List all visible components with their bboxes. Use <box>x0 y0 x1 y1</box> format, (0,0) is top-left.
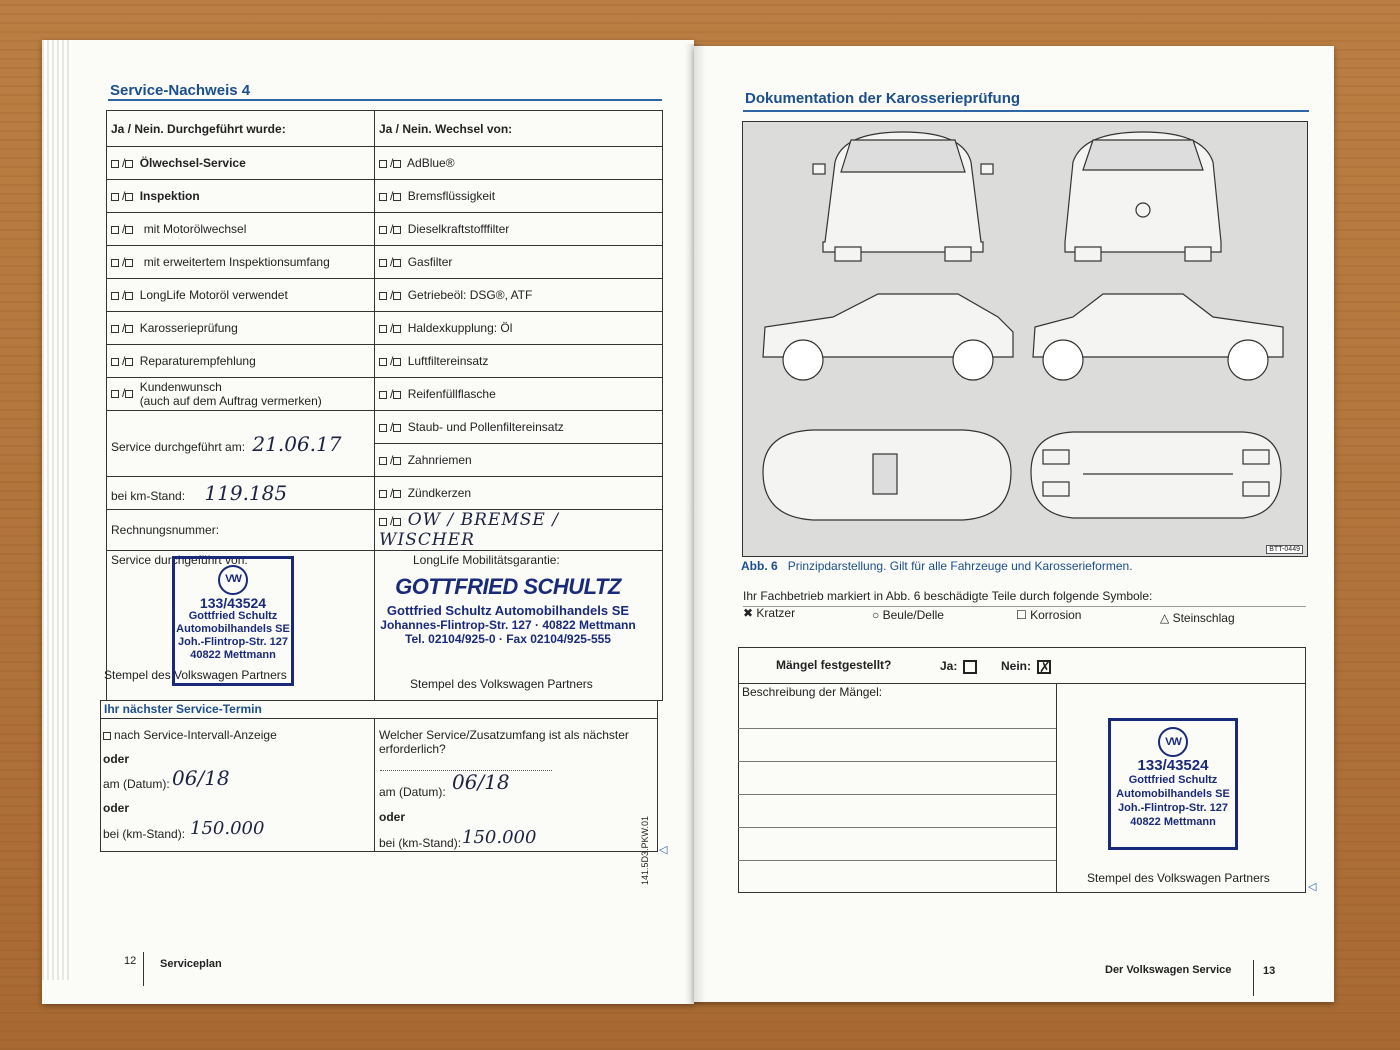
checkbox[interactable] <box>393 160 401 168</box>
arrow-icon: ◁ <box>659 844 668 856</box>
symbol-beule: ○ Beule/Delle <box>872 608 944 622</box>
right-item-getriebeoel[interactable]: / Getriebeöl: DSG®, ATF <box>375 279 663 312</box>
next-service-question: Welcher Service/Zusatzumfang ist als nächster erforderlich? <box>379 728 629 756</box>
right-item-haldex[interactable]: / Haldexkupplung: Öl <box>375 312 663 345</box>
car-views-svg <box>743 122 1307 556</box>
ja-checkbox[interactable] <box>963 660 977 674</box>
service-date-cell[interactable]: Service durchgeführt am: 21.06.17 <box>107 411 375 477</box>
stamp-label-left: Stempel des Volkswagen Partners <box>104 668 287 682</box>
right-item-adblue[interactable]: / AdBlue® <box>375 147 663 180</box>
left-item-inspektion[interactable]: / Inspektion <box>107 180 375 213</box>
partner-stamp: GOTTFRIED SCHULTZ Gottfried Schultz Automobilhandels SE Johannes-Flintrop-Str. 127 · 40822 Mettmann Tel. 02104/925-0 · Fax 02104/925-555 <box>380 574 636 646</box>
performed-by-cell: Service durchgeführt von: <box>107 551 375 701</box>
left-item-karosserie[interactable]: / Karosserieprüfung <box>107 312 375 345</box>
ja-label: Ja: <box>940 659 958 673</box>
next-service-interval[interactable]: nach Service-Intervall-Anzeige <box>103 728 277 742</box>
vw-logo-icon <box>218 565 248 595</box>
vw-dealer-stamp-right: VW 133/43524 Gottfried Schultz Automobilhandels SE Joh.-Flintrop-Str. 127 40822 Mettmann <box>1108 718 1238 850</box>
right-item-dieselfilter[interactable]: / Dieselkraftstofffilter <box>375 213 663 246</box>
footer-right: Der Volkswagen Service <box>1105 964 1232 976</box>
left-item-kundenwunsch[interactable]: / Kundenwunsch (auch auf dem Auftrag vermerken) <box>107 378 375 411</box>
car-diagram <box>742 121 1308 557</box>
next-service-title: Ihr nächster Service-Termin <box>104 702 262 716</box>
next-date-label: am (Datum): <box>103 777 170 791</box>
vw-logo-icon <box>1158 727 1188 757</box>
car-underside-view <box>1031 432 1281 518</box>
right-item-zahnriemen[interactable]: / Zahnriemen <box>375 444 663 477</box>
next-km-value: 150.000 <box>190 818 265 839</box>
left-item-erweitert[interactable]: / mit erweitertem Inspektionsumfang <box>107 246 375 279</box>
symbol-kratzer: ✖ Kratzer <box>743 606 796 620</box>
nein-checkbox[interactable]: ✗ <box>1039 659 1051 675</box>
left-item-reparatur[interactable]: / Reparaturempfehlung <box>107 345 375 378</box>
col-left-header: Ja / Nein. Durchgeführt wurde: <box>107 111 375 147</box>
invoice-cell[interactable]: Rechnungsnummer: <box>107 510 375 551</box>
title-rule-right <box>743 110 1309 112</box>
footer-left: Serviceplan <box>160 958 222 970</box>
nein-label: Nein: <box>1001 659 1031 673</box>
checkbox[interactable] <box>111 160 119 168</box>
figure-caption: Abb. 6 Prinzipdarstellung. Gilt für alle Fahrzeuge und Karosserieformen. <box>741 559 1133 573</box>
next-km-label: bei (km-Stand): <box>103 827 186 841</box>
checkbox[interactable] <box>379 160 387 168</box>
page-number-left: 12 <box>124 955 137 967</box>
checkbox[interactable] <box>125 160 133 168</box>
description-label: Beschreibung der Mängel: <box>742 685 883 699</box>
arrow-icon: ◁ <box>1308 881 1317 893</box>
service-date-value: 21.06.17 <box>252 431 342 456</box>
next-date-value: 06/18 <box>172 766 230 790</box>
vertical-code: 141.5D3.PKW.01 <box>640 815 650 885</box>
left-item-oelwechsel[interactable]: / Ölwechsel-Service <box>107 147 375 180</box>
left-item-longlife[interactable]: / LongLife Motoröl verwendet <box>107 279 375 312</box>
km-value: 119.185 <box>204 481 288 505</box>
symbol-korrosion: ☐ Korrosion <box>1016 608 1082 622</box>
page-number-right: 13 <box>1263 965 1276 977</box>
right-item-zuendkerzen[interactable]: / Zündkerzen <box>375 477 663 510</box>
next-right-km-value: 150.000 <box>462 827 537 848</box>
symbol-steinschlag: △ Steinschlag <box>1160 611 1235 625</box>
right-item-reifenfuell[interactable]: / Reifenfüllflasche <box>375 378 663 411</box>
title-rule <box>108 99 662 101</box>
handwritten-extra-cell[interactable]: / OW / BREMSE / WISCHER <box>375 510 663 551</box>
km-cell[interactable]: bei km-Stand: 119.185 <box>107 477 375 510</box>
figure-code: BTT-0449 <box>1266 545 1303 554</box>
next-right-date-value: 06/18 <box>452 770 510 794</box>
book-gutter <box>684 44 706 1004</box>
longlife-cell: LongLife Mobilitätsgarantie: <box>375 551 663 701</box>
right-item-pollenfilter[interactable]: / Staub- und Pollenfiltereinsatz <box>375 411 663 444</box>
right-item-luftfilter[interactable]: / Luftfiltereinsatz <box>375 345 663 378</box>
stamp-label: Stempel des Volkswagen Partners <box>1087 871 1270 885</box>
right-item-bremsfluessigkeit[interactable]: / Bremsflüssigkeit <box>375 180 663 213</box>
stamp-label-right: Stempel des Volkswagen Partners <box>410 677 593 691</box>
left-page-title: Service-Nachweis 4 <box>110 82 251 99</box>
right-item-gasfilter[interactable]: / Gasfilter <box>375 246 663 279</box>
col-right-header: Ja / Nein. Wechsel von: <box>375 111 663 147</box>
vw-dealer-stamp: VW 133/43524 Gottfried Schultz Automobilhandels SE Joh.-Flintrop-Str. 127 40822 Mettmann <box>172 556 294 686</box>
right-page-title: Dokumentation der Karosserieprüfung <box>745 90 1021 107</box>
left-item-motoroelwechsel[interactable]: / mit Motorölwechsel <box>107 213 375 246</box>
symbol-instruction: Ihr Fachbetrieb markiert in Abb. 6 beschädigte Teile durch folgende Symbole: <box>743 589 1153 603</box>
page-edge <box>42 40 72 980</box>
defects-question: Mängel festgestellt? <box>776 658 892 672</box>
